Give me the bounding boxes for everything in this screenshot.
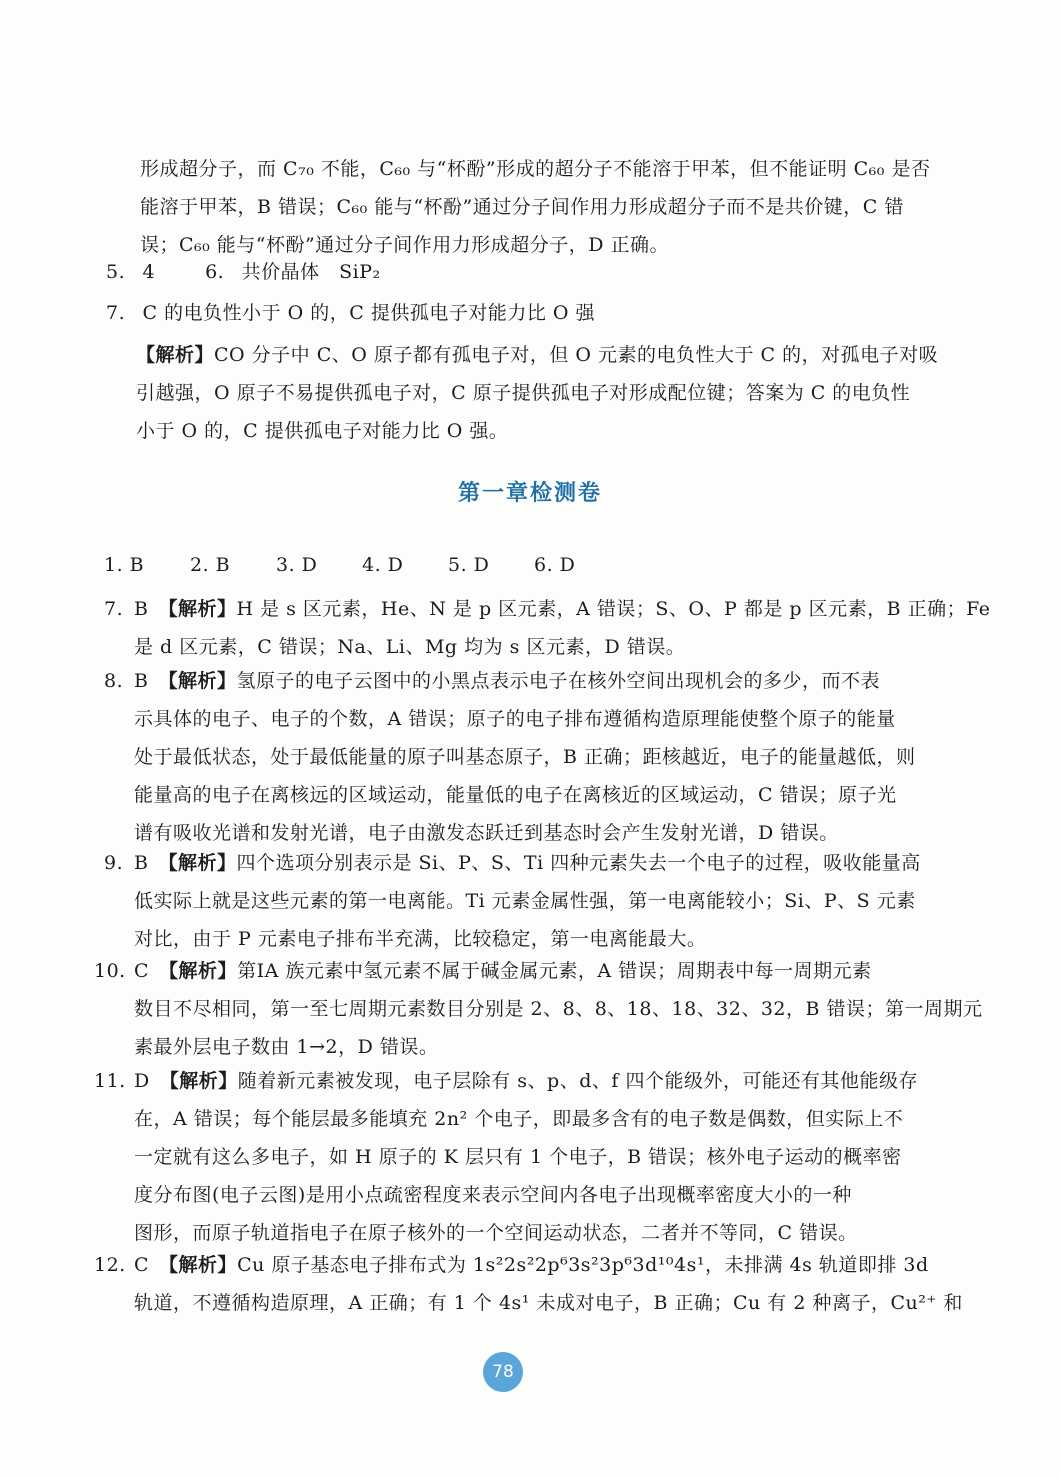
text-line: 是 d 区元素，C 错误；Na、Li、Mg 均为 s 区元素，D 错误。 — [134, 636, 686, 658]
mc-answer: 4. D — [362, 554, 404, 576]
text-line: H 是 s 区元素，He、N 是 p 区元素，A 错误；S、O、P 都是 p 区元素，B 正确；Fe — [236, 598, 991, 620]
text-line: 数目不尽相同，第一至七周期元素数目分别是 2、8、8、18、18、32、32，B 错误；第一周期元 — [134, 998, 983, 1020]
q7-number: 7. — [106, 302, 126, 324]
mc-answer: 1. B — [104, 554, 145, 576]
q7-analysis — [136, 336, 946, 450]
text-line: CO 分子中 C、O 原子都有孤电子对，但 O 元素的电负性大于 C 的，对孤电子对吸 — [214, 344, 939, 366]
q5-q6-answers — [106, 253, 946, 291]
text-line: 对比，由于 P 元素电子排布半充满，比较稳定，第一电离能最大。 — [134, 928, 707, 950]
text-line: 一定就有这么多电子，如 H 原子的 K 层只有 1 个电子，B 错误；核外电子运动的概率密 — [134, 1146, 902, 1168]
section-title: 第一章检测卷 — [457, 481, 602, 506]
item-answer: B — [134, 852, 149, 874]
text-line: 氢原子的电子云图中的小黑点表示电子在核外空间出现机会的多少，而不表 — [236, 670, 880, 692]
item-number: 9. — [104, 852, 124, 874]
text-line: 谱有吸收光谱和发射光谱，电子由激发态跃迁到基态时会产生发射光谱，D 错误。 — [134, 822, 839, 844]
q5-answer: 4 — [142, 261, 156, 283]
text-line: 图形，而原子轨道指电子在原子核外的一个空间运动状态，二者并不等同，C 错误。 — [134, 1222, 858, 1244]
analysis-label: 【解析】 — [158, 598, 237, 620]
mc-answer: 3. D — [276, 554, 318, 576]
item-9 — [104, 844, 944, 958]
analysis-label: 【解析】 — [159, 1070, 238, 1092]
item-number: 7. — [104, 598, 124, 620]
text-line: 在，A 错误；每个能层最多能填充 2n² 个电子，即最多含有的电子数是偶数，但实际上不 — [134, 1108, 904, 1130]
analysis-label: 【解析】 — [136, 344, 215, 366]
q7-answer-line — [106, 294, 946, 332]
item-8 — [104, 662, 944, 852]
analysis-label: 【解析】 — [159, 1254, 238, 1276]
text-line: 形成超分子，而 C₇₀ 不能，C₆₀ 与“杯酚”形成的超分子不能溶于甲苯，但不能证明 C₆₀ 是否 — [140, 158, 931, 180]
q5-number: 5. — [106, 261, 126, 283]
q5-analysis-continued — [140, 150, 950, 264]
item-number: 10. — [94, 960, 126, 982]
mc-answer: 2. B — [190, 554, 231, 576]
text-line: 误；C₆₀ 能与“杯酚”通过分子间作用力形成超分子，D 正确。 — [140, 234, 670, 256]
text-line: Cu 原子基态电子排布式为 1s²2s²2p⁶3s²3p⁶3d¹⁰4s¹，未排满 4s 轨道即排 3d — [237, 1254, 929, 1276]
analysis-label: 【解析】 — [158, 852, 237, 874]
text-line: 第ⅠA 族元素中氢元素不属于碱金属元素，A 错误；周期表中每一周期元素 — [237, 960, 872, 982]
q7-answer: C 的电负性小于 O 的，C 提供孤电子对能力比 O 强 — [142, 302, 596, 324]
item-answer: B — [134, 670, 149, 692]
item-10 — [94, 952, 983, 1066]
mc-answers-row — [104, 546, 944, 584]
text-line: 度分布图(电子云图)是用小点疏密程度来表示空间内各电子出现概率密度大小的一种 — [134, 1184, 852, 1206]
text-line: 素最外层电子数由 1→2，D 错误。 — [134, 1036, 439, 1058]
text-line: 能溶于甲苯，B 错误；C₆₀ 能与“杯酚”通过分子间作用力形成超分子而不是共价键，C 错 — [140, 196, 904, 218]
text-line: 引越强，O 原子不易提供孤电子对，C 原子提供孤电子对形成配位键；答案为 C 的电负性 — [136, 382, 911, 404]
item-answer: D — [134, 1070, 150, 1092]
mc-answer: 6. D — [534, 554, 576, 576]
item-number: 12. — [94, 1254, 126, 1276]
text-line: 低实际上就是这些元素的第一电离能。Ti 元素金属性强，第一电离能较小；Si、P、S 元素 — [134, 890, 916, 912]
q6-number: 6. — [205, 261, 225, 283]
text-line: 能量高的电子在离核远的区域运动，能量低的电子在离核近的区域运动，C 错误；原子光 — [134, 784, 897, 806]
item-answer: C — [134, 960, 150, 982]
item-12 — [94, 1246, 963, 1322]
item-answer: C — [134, 1254, 150, 1276]
item-7 — [104, 590, 991, 666]
item-number: 11. — [94, 1070, 126, 1092]
analysis-label: 【解析】 — [158, 670, 237, 692]
text-line: 处于最低状态，处于最低能量的原子叫基态原子，B 正确；距核越近，电子的能量越低，则 — [134, 746, 916, 768]
q6-answer: 共价晶体 SiP₂ — [241, 261, 381, 283]
analysis-label: 【解析】 — [159, 960, 238, 982]
text-line: 轨道，不遵循构造原理，A 正确；有 1 个 4s¹ 未成对电子，B 正确；Cu 有 2 种离子，Cu²⁺ 和 — [134, 1292, 963, 1314]
text-line: 小于 O 的，C 提供孤电子对能力比 O 强。 — [136, 420, 509, 442]
text-line: 四个选项分别表示是 Si、P、S、Ti 四种元素失去一个电子的过程，吸收能量高 — [236, 852, 921, 874]
text-line: 随着新元素被发现，电子层除有 s、p、d、f 四个能级外，可能还有其他能级存 — [237, 1070, 918, 1092]
mc-answer: 5. D — [448, 554, 490, 576]
item-11 — [94, 1062, 944, 1252]
item-answer: B — [134, 598, 149, 620]
text-line: 示具体的电子、电子的个数，A 错误；原子的电子排布遵循构造原理能使整个原子的能量 — [134, 708, 896, 730]
page-number: 78 — [483, 1352, 523, 1392]
item-number: 8. — [104, 670, 124, 692]
